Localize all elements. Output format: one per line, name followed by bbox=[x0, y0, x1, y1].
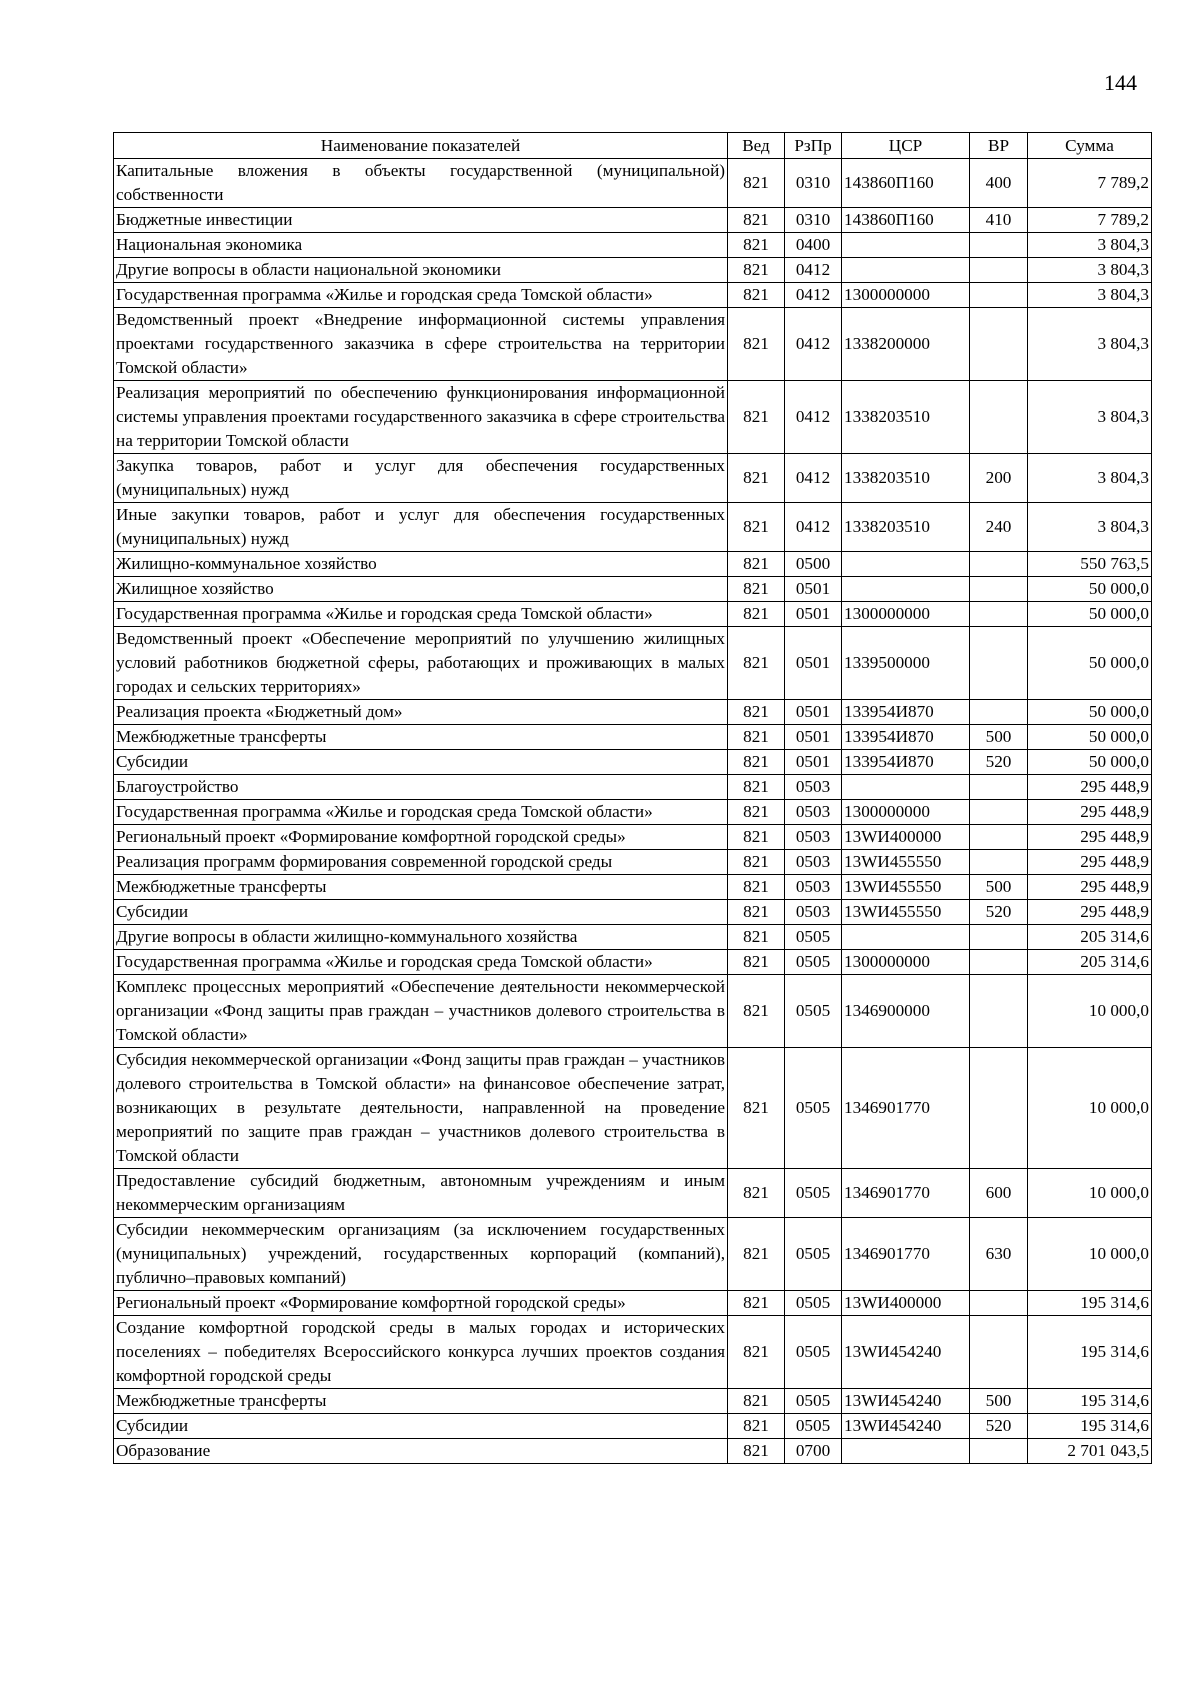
cell-name: Другие вопросы в области жилищно-коммунального хозяйства bbox=[114, 925, 728, 950]
cell-rzpr: 0310 bbox=[785, 159, 842, 208]
header-csr: ЦСР bbox=[842, 133, 970, 159]
cell-vr bbox=[970, 552, 1028, 577]
cell-csr bbox=[842, 258, 970, 283]
cell-ved: 821 bbox=[728, 800, 785, 825]
header-name: Наименование показателей bbox=[114, 133, 728, 159]
cell-sum: 195 314,6 bbox=[1028, 1316, 1152, 1389]
cell-name: Национальная экономика bbox=[114, 233, 728, 258]
cell-sum: 50 000,0 bbox=[1028, 700, 1152, 725]
cell-rzpr: 0505 bbox=[785, 1291, 842, 1316]
cell-rzpr: 0412 bbox=[785, 258, 842, 283]
cell-ved: 821 bbox=[728, 1048, 785, 1169]
cell-name: Государственная программа «Жилье и городская среда Томской области» bbox=[114, 283, 728, 308]
cell-ved: 821 bbox=[728, 925, 785, 950]
table-body bbox=[114, 159, 1152, 1464]
cell-vr bbox=[970, 381, 1028, 454]
cell-ved: 821 bbox=[728, 577, 785, 602]
cell-csr: 1338203510 bbox=[842, 454, 970, 503]
cell-sum: 50 000,0 bbox=[1028, 577, 1152, 602]
cell-vr: 520 bbox=[970, 1414, 1028, 1439]
cell-vr: 630 bbox=[970, 1218, 1028, 1291]
cell-rzpr: 0505 bbox=[785, 1169, 842, 1218]
cell-ved: 821 bbox=[728, 775, 785, 800]
cell-sum: 10 000,0 bbox=[1028, 975, 1152, 1048]
cell-sum: 195 314,6 bbox=[1028, 1389, 1152, 1414]
cell-name: Межбюджетные трансферты bbox=[114, 725, 728, 750]
cell-sum: 50 000,0 bbox=[1028, 627, 1152, 700]
cell-ved: 821 bbox=[728, 975, 785, 1048]
cell-sum: 295 448,9 bbox=[1028, 850, 1152, 875]
cell-ved: 821 bbox=[728, 627, 785, 700]
cell-csr: 13WИ454240 bbox=[842, 1316, 970, 1389]
cell-rzpr: 0501 bbox=[785, 627, 842, 700]
cell-name: Региональный проект «Формирование комфортной городской среды» bbox=[114, 825, 728, 850]
cell-vr: 500 bbox=[970, 725, 1028, 750]
table-row bbox=[114, 775, 1152, 800]
cell-ved: 821 bbox=[728, 258, 785, 283]
cell-name: Комплекс процессных мероприятий «Обеспечение деятельности некоммерческой организации «Фонд защиты прав граждан – участников долевого строительства в Томской области» bbox=[114, 975, 728, 1048]
cell-rzpr: 0505 bbox=[785, 975, 842, 1048]
cell-csr: 13WИ400000 bbox=[842, 825, 970, 850]
cell-sum: 3 804,3 bbox=[1028, 233, 1152, 258]
table-row bbox=[114, 381, 1152, 454]
cell-ved: 821 bbox=[728, 602, 785, 627]
cell-rzpr: 0412 bbox=[785, 308, 842, 381]
cell-sum: 10 000,0 bbox=[1028, 1048, 1152, 1169]
cell-ved: 821 bbox=[728, 552, 785, 577]
cell-sum: 3 804,3 bbox=[1028, 454, 1152, 503]
cell-vr bbox=[970, 577, 1028, 602]
cell-name: Субсидии bbox=[114, 900, 728, 925]
cell-name: Ведомственный проект «Внедрение информационной системы управления проектами государственного заказчика в сфере строительства на территории Томской области» bbox=[114, 308, 728, 381]
cell-csr: 1339500000 bbox=[842, 627, 970, 700]
cell-ved: 821 bbox=[728, 750, 785, 775]
cell-rzpr: 0501 bbox=[785, 725, 842, 750]
cell-csr bbox=[842, 925, 970, 950]
table-row bbox=[114, 159, 1152, 208]
cell-csr: 133954И870 bbox=[842, 750, 970, 775]
cell-sum: 295 448,9 bbox=[1028, 800, 1152, 825]
cell-sum: 195 314,6 bbox=[1028, 1414, 1152, 1439]
cell-sum: 205 314,6 bbox=[1028, 950, 1152, 975]
cell-rzpr: 0412 bbox=[785, 503, 842, 552]
cell-name: Региональный проект «Формирование комфортной городской среды» bbox=[114, 1291, 728, 1316]
table-row bbox=[114, 1218, 1152, 1291]
cell-sum: 50 000,0 bbox=[1028, 750, 1152, 775]
cell-rzpr: 0503 bbox=[785, 775, 842, 800]
table-row bbox=[114, 1291, 1152, 1316]
cell-ved: 821 bbox=[728, 850, 785, 875]
cell-ved: 821 bbox=[728, 1291, 785, 1316]
cell-rzpr: 0412 bbox=[785, 381, 842, 454]
cell-vr: 600 bbox=[970, 1169, 1028, 1218]
cell-ved: 821 bbox=[728, 381, 785, 454]
cell-csr: 1300000000 bbox=[842, 950, 970, 975]
cell-csr: 13WИ455550 bbox=[842, 900, 970, 925]
cell-name: Межбюджетные трансферты bbox=[114, 875, 728, 900]
cell-sum: 550 763,5 bbox=[1028, 552, 1152, 577]
cell-rzpr: 0505 bbox=[785, 925, 842, 950]
table-header-row bbox=[114, 133, 1152, 159]
cell-sum: 295 448,9 bbox=[1028, 825, 1152, 850]
cell-ved: 821 bbox=[728, 725, 785, 750]
table-row bbox=[114, 900, 1152, 925]
cell-csr bbox=[842, 577, 970, 602]
cell-name: Субсидии bbox=[114, 1414, 728, 1439]
cell-vr bbox=[970, 1291, 1028, 1316]
cell-vr bbox=[970, 233, 1028, 258]
cell-sum: 10 000,0 bbox=[1028, 1169, 1152, 1218]
cell-rzpr: 0700 bbox=[785, 1439, 842, 1464]
table-row bbox=[114, 850, 1152, 875]
cell-sum: 10 000,0 bbox=[1028, 1218, 1152, 1291]
header-ved: Вед bbox=[728, 133, 785, 159]
cell-name: Государственная программа «Жилье и городская среда Томской области» bbox=[114, 800, 728, 825]
cell-ved: 821 bbox=[728, 1439, 785, 1464]
cell-rzpr: 0501 bbox=[785, 577, 842, 602]
cell-name: Субсидия некоммерческой организации «Фонд защиты прав граждан – участников долевого строительства в Томской области» на финансовое обеспечение затрат, возникающих в результате деятельности, направленной на проведение мероприятий по защите прав граждан – участников долевого строительства в Томской области bbox=[114, 1048, 728, 1169]
cell-csr: 13WИ454240 bbox=[842, 1389, 970, 1414]
cell-ved: 821 bbox=[728, 825, 785, 850]
table-row bbox=[114, 627, 1152, 700]
cell-name: Субсидии bbox=[114, 750, 728, 775]
cell-csr: 1346901770 bbox=[842, 1169, 970, 1218]
cell-rzpr: 0501 bbox=[785, 700, 842, 725]
cell-sum: 50 000,0 bbox=[1028, 602, 1152, 627]
table-row bbox=[114, 750, 1152, 775]
cell-rzpr: 0505 bbox=[785, 1048, 842, 1169]
cell-rzpr: 0500 bbox=[785, 552, 842, 577]
cell-ved: 821 bbox=[728, 900, 785, 925]
cell-ved: 821 bbox=[728, 208, 785, 233]
cell-sum: 7 789,2 bbox=[1028, 159, 1152, 208]
cell-ved: 821 bbox=[728, 875, 785, 900]
cell-vr: 500 bbox=[970, 1389, 1028, 1414]
table-row bbox=[114, 602, 1152, 627]
table-row bbox=[114, 1048, 1152, 1169]
cell-csr: 13WИ455550 bbox=[842, 850, 970, 875]
cell-rzpr: 0501 bbox=[785, 602, 842, 627]
table-row bbox=[114, 1414, 1152, 1439]
cell-csr: 1338200000 bbox=[842, 308, 970, 381]
cell-vr bbox=[970, 825, 1028, 850]
cell-sum: 295 448,9 bbox=[1028, 775, 1152, 800]
header-rzpr: РзПр bbox=[785, 133, 842, 159]
cell-csr bbox=[842, 552, 970, 577]
table-row bbox=[114, 950, 1152, 975]
cell-vr bbox=[970, 925, 1028, 950]
cell-vr bbox=[970, 850, 1028, 875]
cell-rzpr: 0503 bbox=[785, 875, 842, 900]
table-row bbox=[114, 875, 1152, 900]
cell-csr: 143860П160 bbox=[842, 159, 970, 208]
cell-name: Другие вопросы в области национальной экономики bbox=[114, 258, 728, 283]
cell-sum: 3 804,3 bbox=[1028, 503, 1152, 552]
cell-rzpr: 0501 bbox=[785, 750, 842, 775]
cell-sum: 3 804,3 bbox=[1028, 283, 1152, 308]
cell-name: Жилищно-коммунальное хозяйство bbox=[114, 552, 728, 577]
cell-rzpr: 0505 bbox=[785, 1218, 842, 1291]
table-row bbox=[114, 1316, 1152, 1389]
cell-rzpr: 0503 bbox=[785, 900, 842, 925]
cell-name: Государственная программа «Жилье и городская среда Томской области» bbox=[114, 950, 728, 975]
cell-sum: 3 804,3 bbox=[1028, 381, 1152, 454]
cell-rzpr: 0505 bbox=[785, 1414, 842, 1439]
cell-sum: 205 314,6 bbox=[1028, 925, 1152, 950]
cell-name: Закупка товаров, работ и услуг для обеспечения государственных (муниципальных) нужд bbox=[114, 454, 728, 503]
cell-vr bbox=[970, 602, 1028, 627]
table-row bbox=[114, 308, 1152, 381]
cell-csr: 133954И870 bbox=[842, 725, 970, 750]
table-row bbox=[114, 1439, 1152, 1464]
cell-vr: 520 bbox=[970, 750, 1028, 775]
table-row bbox=[114, 975, 1152, 1048]
cell-csr: 143860П160 bbox=[842, 208, 970, 233]
cell-ved: 821 bbox=[728, 503, 785, 552]
cell-ved: 821 bbox=[728, 1414, 785, 1439]
cell-csr: 1338203510 bbox=[842, 503, 970, 552]
cell-rzpr: 0505 bbox=[785, 950, 842, 975]
cell-vr bbox=[970, 1439, 1028, 1464]
cell-sum: 295 448,9 bbox=[1028, 875, 1152, 900]
cell-vr bbox=[970, 627, 1028, 700]
cell-ved: 821 bbox=[728, 1218, 785, 1291]
cell-vr: 400 bbox=[970, 159, 1028, 208]
cell-csr: 13WИ455550 bbox=[842, 875, 970, 900]
table-row bbox=[114, 503, 1152, 552]
cell-sum: 50 000,0 bbox=[1028, 725, 1152, 750]
cell-name: Благоустройство bbox=[114, 775, 728, 800]
cell-sum: 295 448,9 bbox=[1028, 900, 1152, 925]
cell-csr bbox=[842, 775, 970, 800]
cell-ved: 821 bbox=[728, 1316, 785, 1389]
budget-table bbox=[113, 132, 1152, 1464]
cell-rzpr: 0412 bbox=[785, 283, 842, 308]
cell-vr bbox=[970, 950, 1028, 975]
cell-csr: 1346901770 bbox=[842, 1218, 970, 1291]
cell-name: Иные закупки товаров, работ и услуг для обеспечения государственных (муниципальных) нужд bbox=[114, 503, 728, 552]
header-vr: ВР bbox=[970, 133, 1028, 159]
table-row bbox=[114, 258, 1152, 283]
cell-vr: 500 bbox=[970, 875, 1028, 900]
cell-name: Предоставление субсидий бюджетным, автономным учреждениям и иным некоммерческим организациям bbox=[114, 1169, 728, 1218]
cell-csr: 1346900000 bbox=[842, 975, 970, 1048]
cell-name: Капитальные вложения в объекты государственной (муниципальной) собственности bbox=[114, 159, 728, 208]
cell-csr: 1300000000 bbox=[842, 602, 970, 627]
cell-csr bbox=[842, 233, 970, 258]
table-row bbox=[114, 925, 1152, 950]
cell-rzpr: 0505 bbox=[785, 1316, 842, 1389]
page-number: 144 bbox=[1104, 70, 1137, 95]
cell-csr: 1300000000 bbox=[842, 283, 970, 308]
table-row bbox=[114, 233, 1152, 258]
cell-ved: 821 bbox=[728, 233, 785, 258]
cell-name: Реализация мероприятий по обеспечению функционирования информационной системы управления проектами государственного заказчика в сфере строительства на территории Томской области bbox=[114, 381, 728, 454]
cell-rzpr: 0503 bbox=[785, 850, 842, 875]
cell-rzpr: 0503 bbox=[785, 800, 842, 825]
cell-vr: 240 bbox=[970, 503, 1028, 552]
cell-sum: 7 789,2 bbox=[1028, 208, 1152, 233]
cell-rzpr: 0400 bbox=[785, 233, 842, 258]
cell-vr: 410 bbox=[970, 208, 1028, 233]
cell-sum: 3 804,3 bbox=[1028, 258, 1152, 283]
cell-ved: 821 bbox=[728, 159, 785, 208]
cell-vr: 520 bbox=[970, 900, 1028, 925]
table-row bbox=[114, 283, 1152, 308]
cell-name: Субсидии некоммерческим организациям (за исключением государственных (муниципальных) учреждений, государственных корпораций (компаний), публично–правовых компаний) bbox=[114, 1218, 728, 1291]
cell-name: Жилищное хозяйство bbox=[114, 577, 728, 602]
cell-ved: 821 bbox=[728, 700, 785, 725]
cell-sum: 195 314,6 bbox=[1028, 1291, 1152, 1316]
cell-sum: 2 701 043,5 bbox=[1028, 1439, 1152, 1464]
cell-csr bbox=[842, 1439, 970, 1464]
cell-ved: 821 bbox=[728, 283, 785, 308]
cell-sum: 3 804,3 bbox=[1028, 308, 1152, 381]
table-row bbox=[114, 700, 1152, 725]
table-row bbox=[114, 825, 1152, 850]
cell-csr: 133954И870 bbox=[842, 700, 970, 725]
cell-rzpr: 0503 bbox=[785, 825, 842, 850]
cell-name: Бюджетные инвестиции bbox=[114, 208, 728, 233]
cell-name: Реализация проекта «Бюджетный дом» bbox=[114, 700, 728, 725]
table-row bbox=[114, 725, 1152, 750]
cell-ved: 821 bbox=[728, 454, 785, 503]
cell-name: Реализация программ формирования современной городской среды bbox=[114, 850, 728, 875]
header-sum: Сумма bbox=[1028, 133, 1152, 159]
cell-vr bbox=[970, 800, 1028, 825]
cell-vr: 200 bbox=[970, 454, 1028, 503]
cell-ved: 821 bbox=[728, 1389, 785, 1414]
table-row bbox=[114, 1169, 1152, 1218]
table-row bbox=[114, 800, 1152, 825]
cell-rzpr: 0310 bbox=[785, 208, 842, 233]
table-row bbox=[114, 454, 1152, 503]
cell-csr: 1346901770 bbox=[842, 1048, 970, 1169]
cell-vr bbox=[970, 775, 1028, 800]
cell-rzpr: 0412 bbox=[785, 454, 842, 503]
cell-vr bbox=[970, 308, 1028, 381]
table-row bbox=[114, 552, 1152, 577]
cell-name: Создание комфортной городской среды в малых городах и исторических поселениях – победителях Всероссийского конкурса лучших проектов создания комфортной городской среды bbox=[114, 1316, 728, 1389]
cell-csr: 13WИ454240 bbox=[842, 1414, 970, 1439]
cell-name: Образование bbox=[114, 1439, 728, 1464]
cell-name: Ведомственный проект «Обеспечение мероприятий по улучшению жилищных условий работников бюджетной сферы, работающих и проживающих в малых городах и сельских территориях» bbox=[114, 627, 728, 700]
cell-name: Государственная программа «Жилье и городская среда Томской области» bbox=[114, 602, 728, 627]
cell-vr bbox=[970, 258, 1028, 283]
cell-csr: 1300000000 bbox=[842, 800, 970, 825]
cell-rzpr: 0505 bbox=[785, 1389, 842, 1414]
cell-vr bbox=[970, 1316, 1028, 1389]
cell-vr bbox=[970, 975, 1028, 1048]
table-row bbox=[114, 1389, 1152, 1414]
cell-csr: 1338203510 bbox=[842, 381, 970, 454]
cell-vr bbox=[970, 283, 1028, 308]
cell-ved: 821 bbox=[728, 950, 785, 975]
cell-name: Межбюджетные трансферты bbox=[114, 1389, 728, 1414]
cell-csr: 13WИ400000 bbox=[842, 1291, 970, 1316]
cell-ved: 821 bbox=[728, 308, 785, 381]
cell-vr bbox=[970, 1048, 1028, 1169]
cell-vr bbox=[970, 700, 1028, 725]
table-row bbox=[114, 208, 1152, 233]
cell-ved: 821 bbox=[728, 1169, 785, 1218]
table-row bbox=[114, 577, 1152, 602]
